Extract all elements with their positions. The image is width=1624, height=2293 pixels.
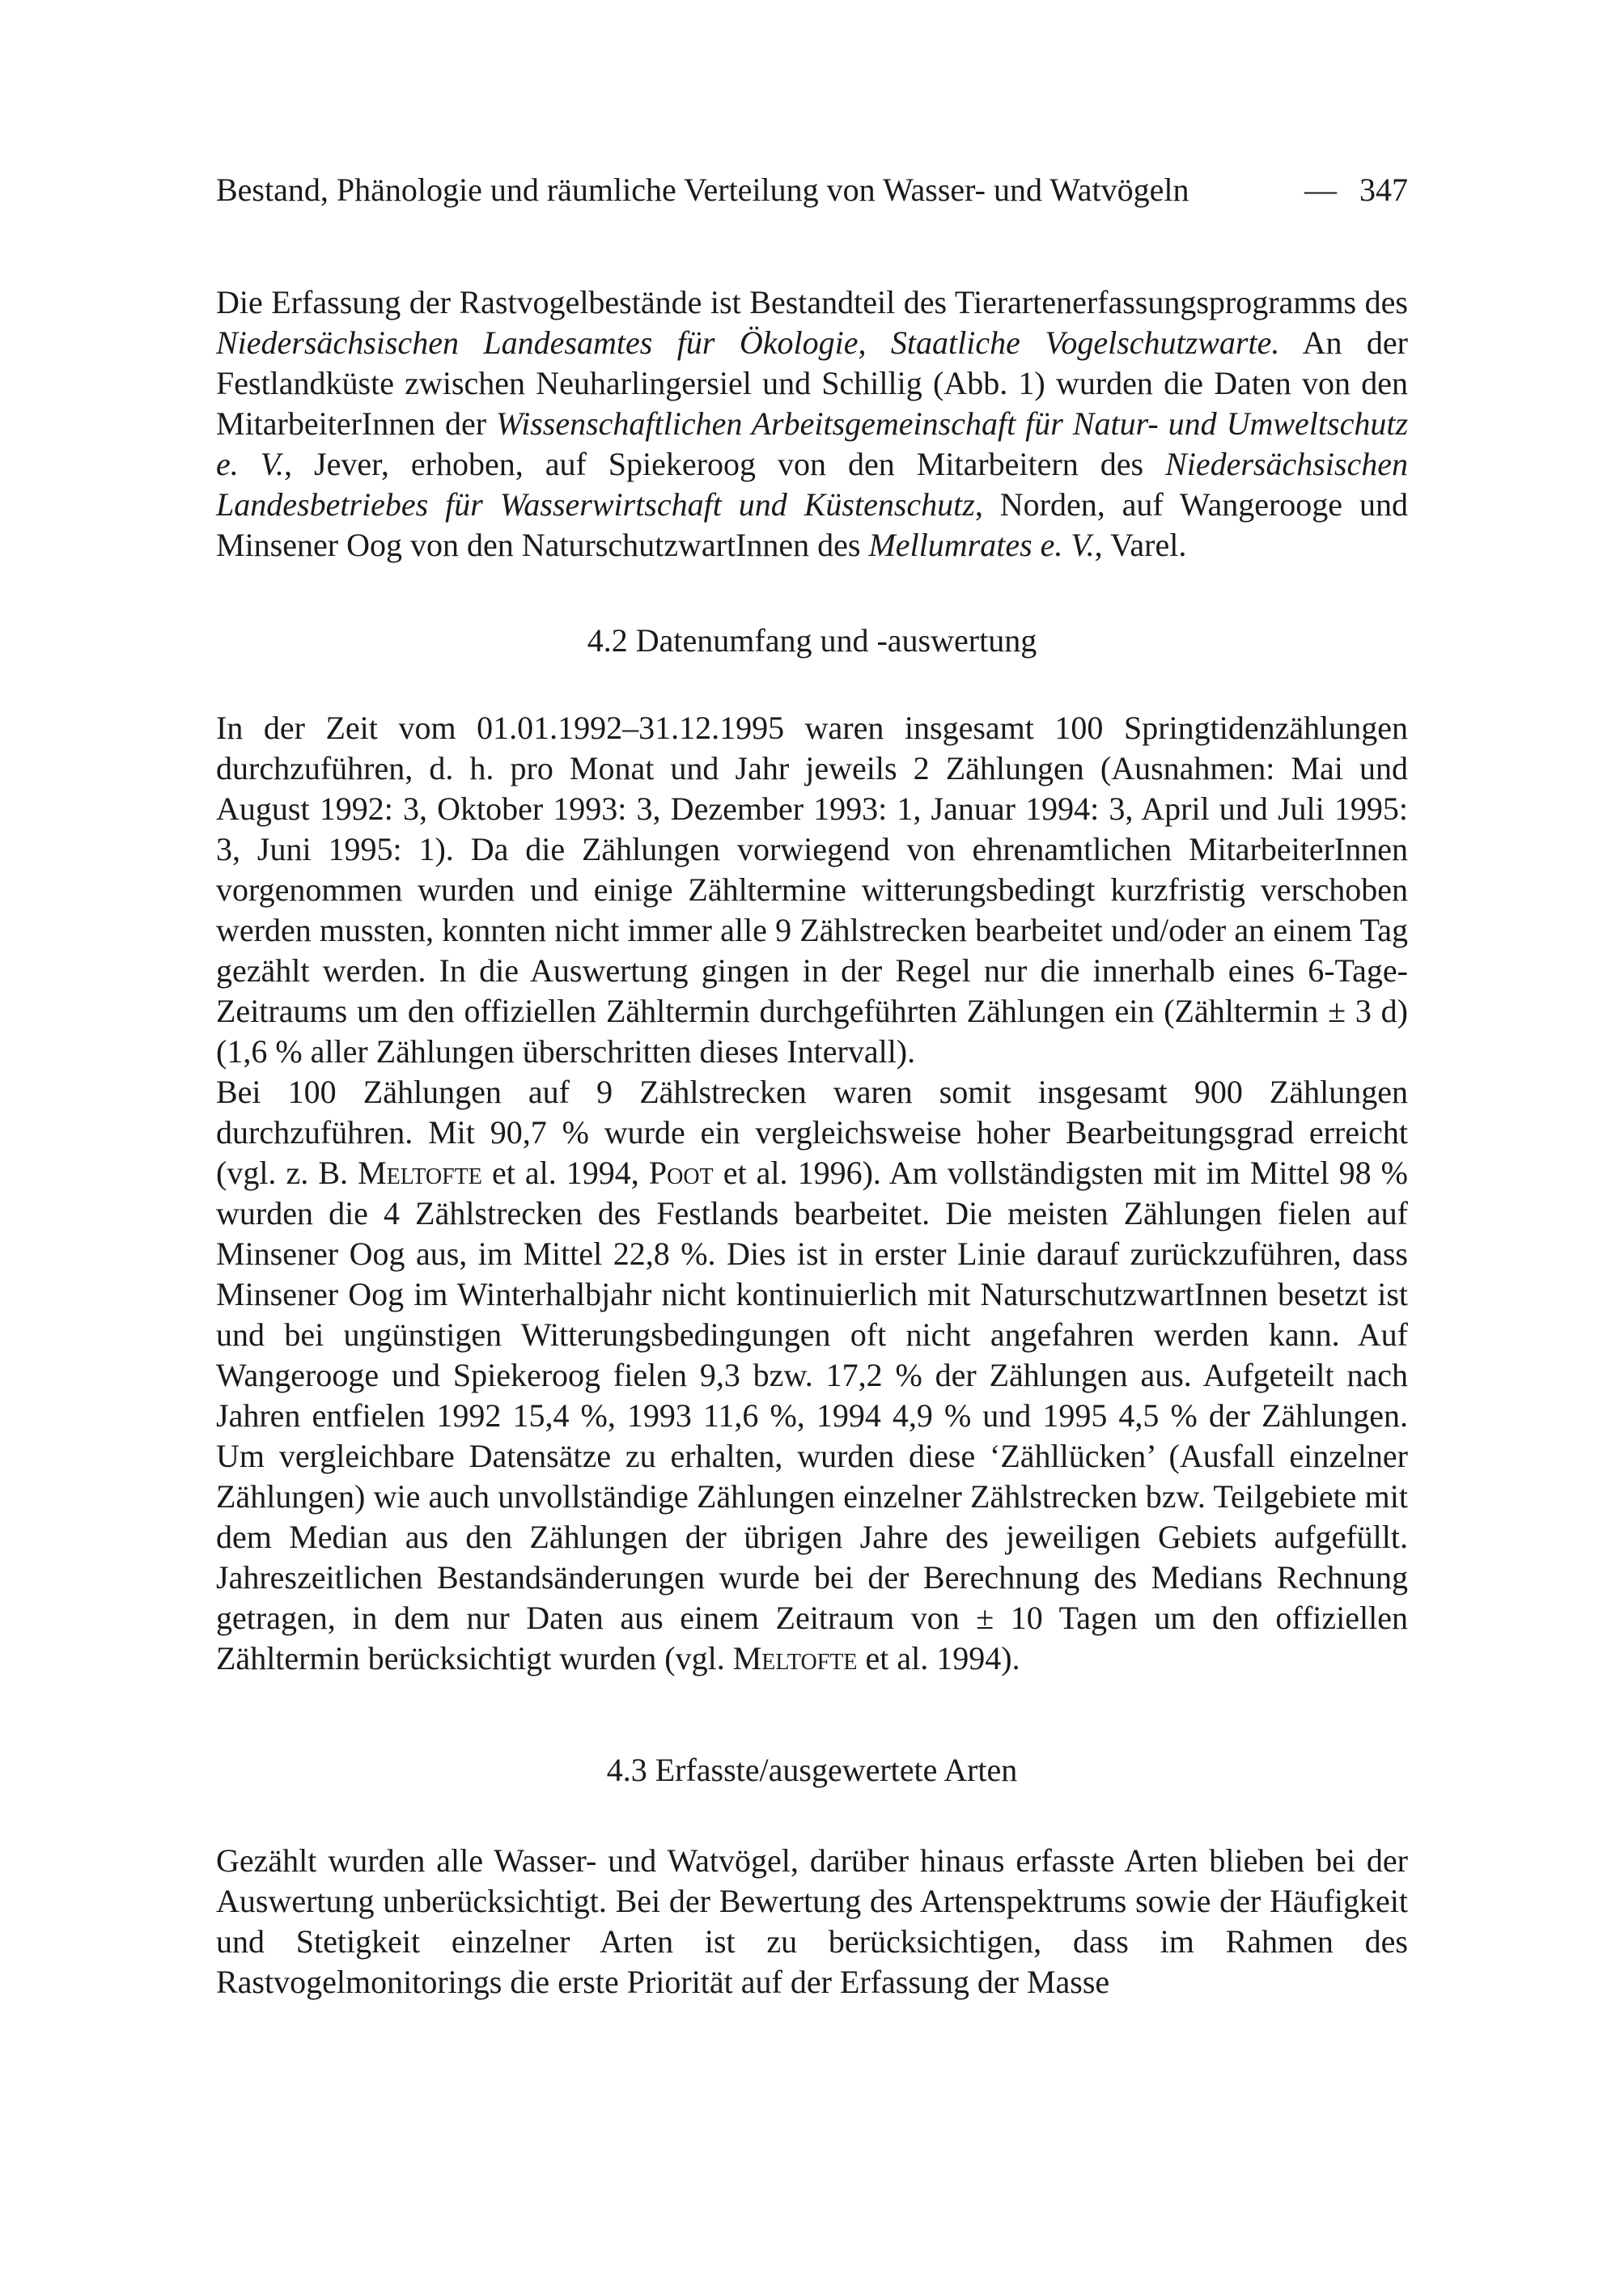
institution-name: Niedersächsischen Landesbetriebes für Wasserwirtschaft und Küstenschutz — [216, 446, 1408, 523]
text-run: Die Erfassung der Rastvogelbestände ist Bestandteil des Tierartenerfassungsprogramms des — [216, 284, 1408, 320]
page-number-group — [1304, 166, 1408, 214]
text-run: Bei 100 Zählungen auf 9 Zählstrecken waren somit insgesamt 900 Zählungen durchzuführen. Mit 90,7 % wurde ein vergleichsweise hoher Bearbeitungsgrad erreicht (vgl. z. B. — [216, 1074, 1408, 1191]
author-name: Poot — [648, 1155, 714, 1191]
running-head — [216, 166, 1408, 214]
species-paragraph: Gezählt wurden alle Wasser- und Watvögel, darüber hinaus erfasste Arten blieben bei der Auswertung unberücksichtigt. Bei der Bewertung des Artenspektrums sowie der Häufigkeit und Stetigkeit einzelner Arten ist zu berücksichtigen, dass im Rahmen des Rastvogelmonitorings die erste Priorität auf der Erfassung der Masse — [216, 1842, 1408, 2000]
data-paragraph-2 — [216, 1072, 1408, 1679]
institution-name: Niedersächsischen Landesamtes für Ökologie, Staatliche Vogelschutzwarte. — [216, 324, 1280, 361]
intro-paragraph — [216, 282, 1408, 566]
text-run: , Norden, auf Wangerooge und Minsener Oog von den NaturschutzwartInnen des — [216, 486, 1408, 563]
section-heading-4-2: 4.2 Datenumfang und -auswertung — [587, 622, 1037, 659]
text-run: et al. 1994, — [481, 1155, 649, 1191]
data-paragraph-1: In der Zeit vom 01.01.1992–31.12.1995 waren insgesamt 100 Springtidenzählungen durchzuführen, d. h. pro Monat und Jahr jeweils 2 Zählungen (Ausnahmen: Mai und August 1992: 3, Oktober 1993: 3, Dezember 1993: 1, Januar 1994: 3, April und Juli 1995: 3, Juni 1995: 1). Da die Zählungen vorwiegend von ehrenamtlichen MitarbeiterInnen vorgenommen wurden und einige Zähltermine witterungsbedingt kurzfristig verschoben werden mussten, konnten nicht immer alle 9 Zählstrecken bearbeitet und/oder an einem Tag gezählt werden. In die Auswertung gingen in der Regel nur die innerhalb eines 6-Tage-Zeitraums um den offiziellen Zähltermin durchgeführten Zählungen ein (Zähltermin ± 3 d) (1,6 % aller Zählungen überschritten dieses Intervall). — [216, 710, 1408, 1070]
author-name: Meltofte — [358, 1155, 482, 1191]
author-name: Meltofte — [732, 1640, 858, 1676]
institution-name: Wissenschaftlichen Arbeitsgemeinschaft für Natur- und Umweltschutz e. V. — [216, 405, 1409, 482]
text-run: , Varel. — [1094, 527, 1187, 563]
section-heading-4-3: 4.3 Erfasste/ausgewertete Arten — [606, 1752, 1018, 1788]
text-run: An der Festlandküste zwischen Neuharlingersiel und Schillig (Abb. 1) wurden die Daten von den MitarbeiterInnen der — [216, 324, 1408, 442]
running-title: Bestand, Phänologie und räumliche Verteilung von Wasser- und Watvögeln — [216, 172, 1189, 208]
text-run: et al. 1996). Am vollständigsten mit im Mittel 98 % wurden die 4 Zählstrecken des Festlands bearbeitet. Die meisten Zählungen fielen auf Minsener Oog aus, im Mittel 22,8 %. Dies ist in erster Linie darauf zurückzuführen, dass Minsener Oog im Winterhalbjahr nicht kontinuierlich mit NaturschutzwartInnen besetzt ist und bei ungünstigen Witterungsbedingungen oft nicht angefahren werden kann. Auf Wangerooge und Spiekeroog fielen 9,3 bzw. 17,2 % der Zählungen aus. Aufgeteilt nach Jahren entfielen 1992 15,4 %, 1993 11,6 %, 1994 4,9 % und 1995 4,5 % der Zählungen. Um vergleichbare Datensätze zu erhalten, wurden diese ‘Zähllücken’ (Ausfall einzelner Zählungen) wie auch unvollständige Zählungen einzelner Zählstrecken bzw. Teilgebiete mit dem Median aus den Zählungen der übrigen Jahre des jeweiligen Gebiets aufgefüllt. Jahreszeitlichen Bestandsänderungen wurde bei der Berechnung des Medians Rechnung getragen, in dem nur Daten aus einem Zeitraum von ± 10 Tagen um den offiziellen Zähltermin berücksichtigt wurden (vgl. — [216, 1155, 1408, 1676]
text-run: et al. 1994). — [857, 1640, 1020, 1676]
page-number: 347 — [1359, 172, 1408, 208]
page — [216, 166, 1408, 2003]
text-run: , Jever, erhoben, auf Spiekeroog von den Mitarbeitern des — [284, 446, 1166, 482]
institution-name: Mellumrates e. V. — [868, 527, 1095, 563]
header-dash: — — [1304, 172, 1337, 208]
